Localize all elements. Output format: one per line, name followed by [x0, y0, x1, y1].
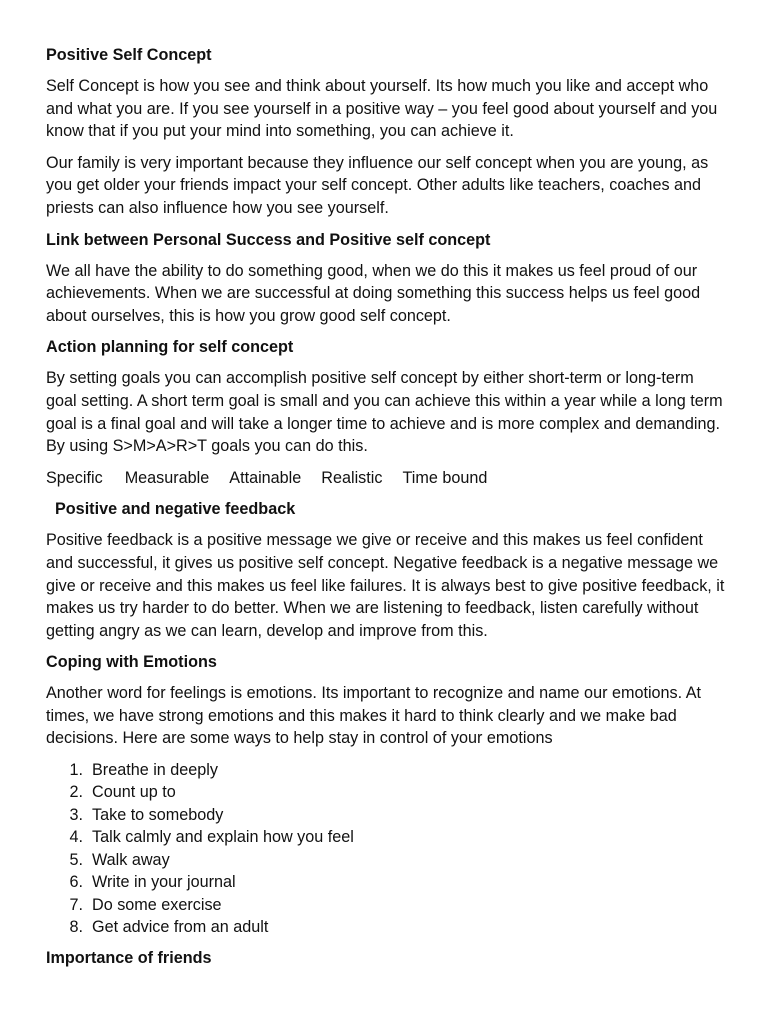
list-item-number: 8.: [69, 917, 83, 936]
list-item: [46, 759, 726, 781]
list-item-number: 1.: [69, 761, 83, 780]
list-item: [46, 871, 726, 893]
list-item-number: 3.: [69, 805, 83, 824]
heading-action-planning: Action planning for self concept: [46, 338, 294, 357]
heading-coping-emotions: Coping with Emotions: [46, 653, 217, 672]
list-item-text: Get advice from an adult: [92, 917, 269, 936]
list-item: [46, 849, 726, 871]
list-item-text: Do some exercise: [92, 895, 222, 914]
paragraph-action-planning: By setting goals you can accomplish positive self concept by either short-term or long-term goal setting. A short term goal is small and you can achieve this within a year while a long term goal is a final goal and will take a longer time to achieve and is more complex and demanding. By using S>M>A>R>T goals you can do this.: [46, 369, 723, 456]
paragraph-feedback: Positive feedback is a positive message we give or receive and this makes us feel confident and successful, it gives us positive self concept. Negative feedback is a negative message we give or receive and this makes us feel like failures. It is always best to give positive feedback, it makes us try harder to do better. When we are listening to feedback, listen carefully without getting angry as we can learn, develop and improve from this.: [46, 531, 725, 640]
heading-positive-self-concept: Positive Self Concept: [46, 46, 212, 64]
list-item-text: Take to somebody: [92, 805, 224, 824]
list-item: [46, 916, 726, 938]
heading-importance-of-friends: Importance of friends: [46, 949, 212, 968]
smart-specific: Specific: [46, 468, 103, 487]
list-item-number: 7.: [69, 895, 83, 914]
list-item-text: Talk calmly and explain how you feel: [92, 828, 354, 847]
paragraph-self-concept-definition: Self Concept is how you see and think about yourself. Its how much you like and accept who and what you are. If you see yourself in a positive way – you feel good about yourself and you know that if you put your mind into something, you can achieve it.: [46, 77, 718, 141]
list-item: [46, 826, 726, 848]
smart-realistic: Realistic: [321, 468, 383, 487]
smart-goals-row: [46, 467, 726, 490]
heading-personal-success-link: Link between Personal Success and Positive self concept: [46, 230, 491, 249]
document-page: [46, 44, 726, 978]
list-item-number: 4.: [69, 828, 83, 847]
list-item: [46, 781, 726, 803]
heading-feedback: Positive and negative feedback: [55, 500, 296, 519]
paragraph-personal-success: We all have the ability to do something good, when we do this it makes us feel proud of our achievements. When we are successful at doing something this success helps us feel good about ourselves, this is how you grow good self concept.: [46, 261, 701, 325]
list-item: [46, 894, 726, 916]
smart-measurable: Measurable: [124, 468, 210, 487]
list-item-number: 5.: [69, 850, 83, 869]
list-item-text: Walk away: [92, 850, 170, 869]
list-item-number: 6.: [69, 873, 83, 892]
list-item-text: Write in your journal: [92, 873, 236, 892]
paragraph-family-influence: Our family is very important because they influence our self concept when you are young, as you get older your friends impact your self concept. Other adults like teachers, coaches and priests can also influence how you see yourself.: [46, 153, 709, 217]
smart-time-bound: Time bound: [402, 468, 488, 487]
list-item-number: 2.: [69, 783, 83, 802]
paragraph-coping-emotions: Another word for feelings is emotions. Its important to recognize and name our emotions. At times, we have strong emotions and this makes it hard to think clearly and we make bad decisions. Here are some ways to help stay in control of your emotions: [46, 684, 702, 748]
list-item-text: Count up to: [92, 783, 176, 802]
emotion-coping-list: [46, 759, 726, 938]
list-item: [46, 804, 726, 826]
smart-attainable: Attainable: [229, 468, 302, 487]
list-item-text: Breathe in deeply: [92, 761, 218, 780]
